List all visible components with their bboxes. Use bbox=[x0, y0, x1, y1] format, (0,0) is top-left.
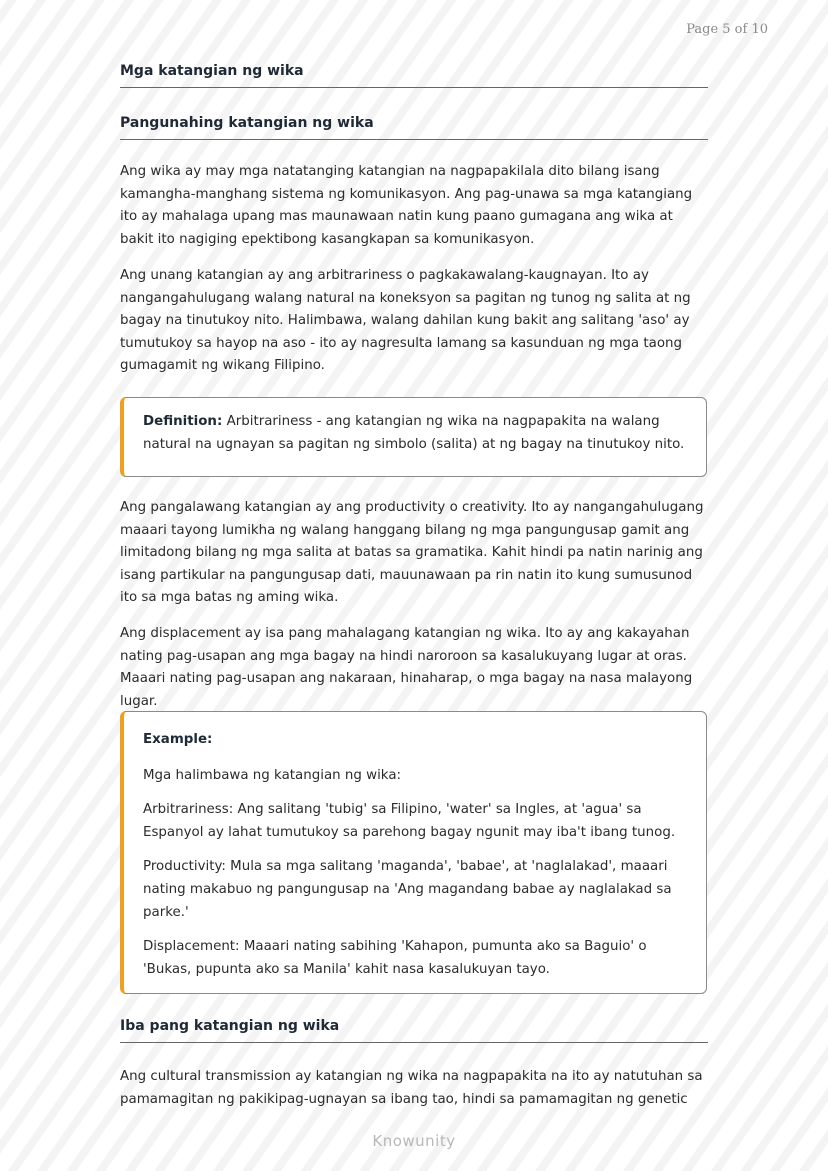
paragraph-cultural-transmission: Ang cultural transmission ay katangian ng wika na nagpapakita na ito ay natutuhan sa pamamagitan ng pakikipag-ugnayan sa ibang tao, hindi sa pamamagitan ng genetic bbox=[120, 1069, 703, 1107]
paragraph-intro: Ang wika ay may mga natatanging katangian na nagpapakilala dito bilang isang kamangha-manghang sistema ng komunikasyon. Ang pag-unawa sa mga katangiang ito ay mahalaga upang mas maunawaan natin kung paano gumagana ang wika at bakit ito nagiging epektibong kasangkapan sa komunikasyon. bbox=[120, 164, 693, 247]
example-box bbox=[120, 711, 707, 994]
paragraph-productivity: Ang pangalawang katangian ay ang productivity o creativity. Ito ay nangangahulugang maaari tayong lumikha ng walang hanggang bilang ng mga pangungusap gamit ang limitadong bilang ng mga salita at batas sa gramatika. Kahit hindi pa natin narinig ang isang partikular na pangungusap dati, mauunawaan pa rin natin ito kung sumusunod ito sa mga batas ng aming wika. bbox=[120, 500, 704, 606]
example-intro: Mga halimbawa ng katangian ng wika: bbox=[143, 767, 402, 783]
definition-box bbox=[120, 397, 707, 477]
subsection-heading-other: Iba pang katangian ng wika bbox=[120, 1018, 708, 1043]
example-item-productivity: Productivity: Mula sa mga salitang 'maganda', 'babae', at 'naglalakad', maaari nating makabuo ng pangungusap na 'Ang magandang babae ay naglalakad sa parke.' bbox=[143, 859, 672, 920]
subsection-heading: Pangunahing katangian ng wika bbox=[120, 115, 708, 140]
definition-label: Definition: bbox=[143, 414, 223, 429]
page-number: Page 5 of 10 bbox=[686, 22, 768, 37]
example-label: Example: bbox=[143, 732, 213, 747]
definition-text: Arbitrariness - ang katangian ng wika na nagpapakita na walang natural na ugnayan sa pagitan ng simbolo (salita) at ng bagay na tinutukoy nito. bbox=[143, 414, 685, 452]
paragraph-displacement: Ang displacement ay isa pang mahalagang katangian ng wika. Ito ay ang kakayahan nating pag-usapan ang mga bagay na hindi naroroon sa kasalukuyang lugar at oras. Maaari nating pag-usapan ang nakaraan, hinaharap, o mga bagay na nasa malayong lugar. bbox=[120, 626, 693, 709]
section-heading: Mga katangian ng wika bbox=[120, 63, 708, 88]
example-item-displacement: Displacement: Maaari nating sabihing 'Kahapon, pumunta ako sa Baguio' o 'Bukas, pupunta ako sa Manila' kahit nasa kasalukuyan tayo. bbox=[143, 939, 647, 977]
footer-brand: Knowunity bbox=[372, 1132, 456, 1150]
paragraph-arbitrariness: Ang unang katangian ay ang arbitrariness o pagkakawalang-kaugnayan. Ito ay nangangahulugang walang natural na koneksyon sa pagitan ng tunog ng salita at ng bagay na tinutukoy nito. Halimbawa, walang dahilan kung bakit ang salitang 'aso' ay tumutukoy sa hayop na aso - ito ay nagresulta lamang sa kasunduan ng mga taong gumagamit ng wikang Filipino. bbox=[120, 268, 691, 374]
example-item-arbitrariness: Arbitrariness: Ang salitang 'tubig' sa Filipino, 'water' sa Ingles, at 'agua' sa Espanyol ay lahat tumutukoy sa parehong bagay ngunit may iba't ibang tunog. bbox=[143, 802, 676, 840]
